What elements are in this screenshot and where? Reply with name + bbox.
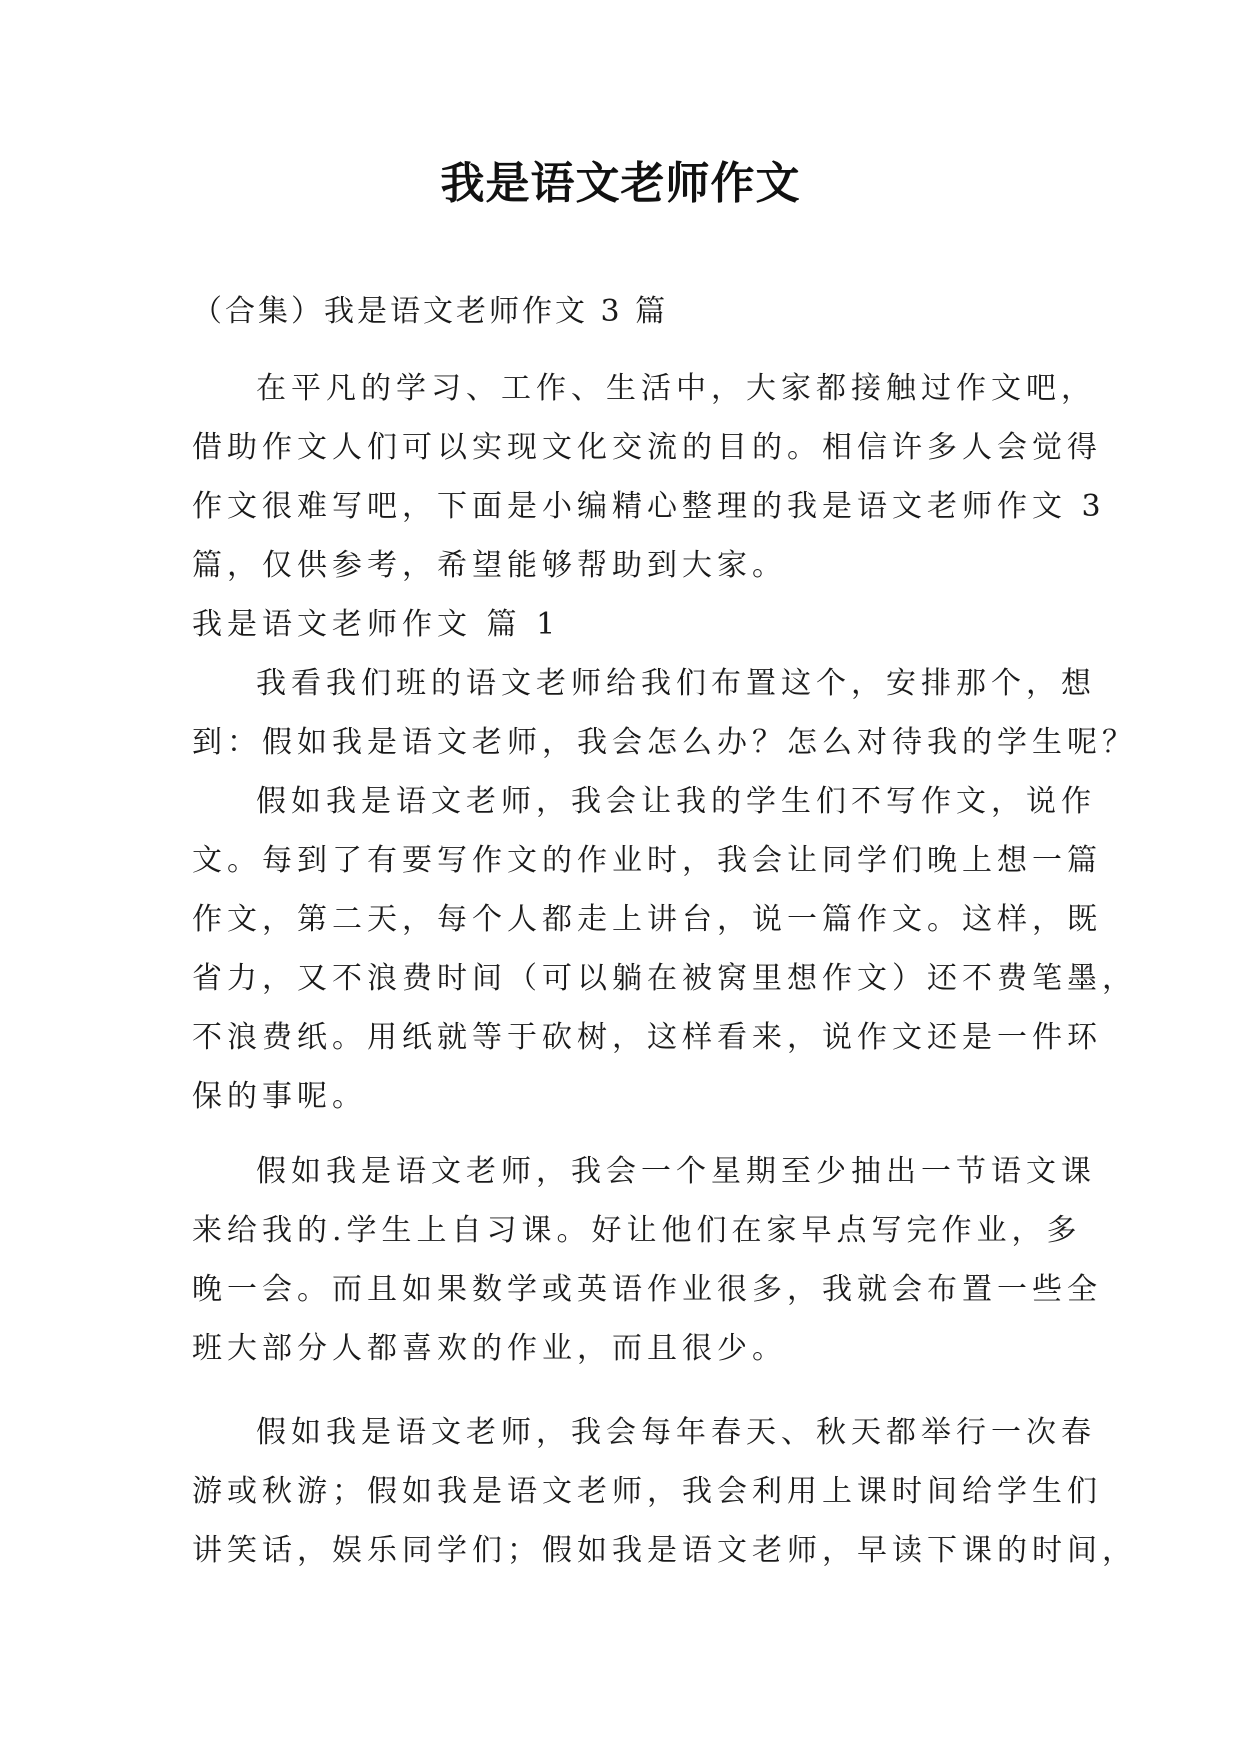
paragraph-line: 假如我是语文老师，我会一个星期至少抽出一节语文课	[256, 1154, 1096, 1189]
paragraph-line: 晚一会。而且如果数学或英语作业很多，我就会布置一些全	[192, 1272, 1102, 1307]
paragraph-line: 不浪费纸。用纸就等于砍树，这样看来，说作文还是一件环	[192, 1020, 1102, 1055]
body-paragraph	[192, 654, 1137, 772]
document-title: 我是语文老师作文	[440, 158, 801, 209]
paragraph-line: 篇，仅供参考，希望能够帮助到大家。	[192, 548, 787, 583]
section-heading	[192, 595, 1062, 654]
intro-paragraph	[192, 359, 1106, 595]
paragraph-line: 作文很难写吧，下面是小编精心整理的我是语文老师作文 3	[192, 489, 1106, 524]
paragraph-line: 游或秋游；假如我是语文老师，我会利用上课时间给学生们	[192, 1474, 1102, 1509]
paragraph-line: 讲笑话，娱乐同学们；假如我是语文老师，早读下课的时间，	[192, 1533, 1137, 1568]
paragraph-line: 假如我是语文老师，我会每年春天、秋天都举行一次春	[256, 1415, 1096, 1450]
paragraph-line: 保的事呢。	[192, 1079, 367, 1114]
paragraph-line: 省力，又不浪费时间（可以躺在被窝里想作文）还不费笔墨，	[192, 961, 1137, 996]
paragraph-line: 我看我们班的语文老师给我们布置这个，安排那个，想	[256, 666, 1096, 701]
body-paragraph	[192, 772, 1137, 1126]
paragraph-line: 班大部分人都喜欢的作业，而且很少。	[192, 1331, 787, 1366]
paragraph-line: 借助作文人们可以实现文化交流的目的。相信许多人会觉得	[192, 430, 1102, 465]
paragraph-line: 来给我的.学生上自习课。好让他们在家早点写完作业，多	[192, 1213, 1082, 1248]
body-paragraph	[192, 1403, 1137, 1580]
paragraph-line: 到：假如我是语文老师，我会怎么办？怎么对待我的学生呢？	[192, 725, 1137, 760]
paragraph-line: 在平凡的学习、工作、生活中，大家都接触过作文吧，	[256, 371, 1096, 406]
document-subtitle: （合集）我是语文老师作文 3 篇	[192, 294, 669, 329]
paragraph-line: 文。每到了有要写作文的作业时，我会让同学们晚上想一篇	[192, 843, 1102, 878]
paragraph-line: 假如我是语文老师，我会让我的学生们不写作文，说作	[256, 784, 1096, 819]
paragraph-line: 作文，第二天，每个人都走上讲台，说一篇作文。这样，既	[192, 902, 1102, 937]
body-paragraph	[192, 1142, 1102, 1378]
section-heading-text: 我是语文老师作文 篇 1	[192, 607, 561, 642]
